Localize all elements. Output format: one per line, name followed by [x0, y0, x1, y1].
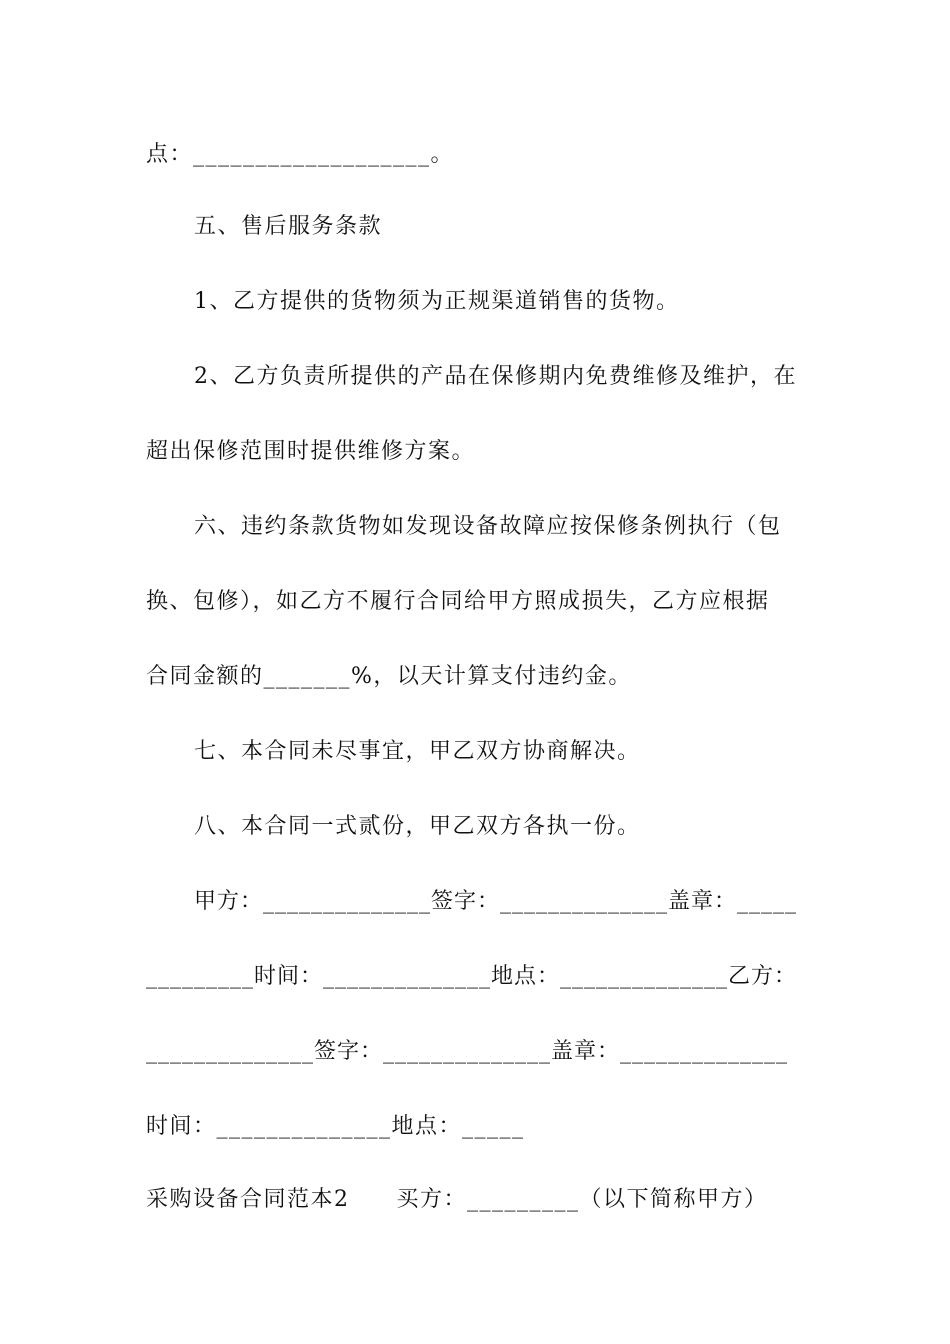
signature-party-b: ______________签字：______________盖章：______________ — [146, 1039, 789, 1064]
clause-5-1: 1、乙方提供的货物须为正规渠道销售的货物。 — [194, 289, 680, 314]
signature-party-b-time-location: 时间：______________地点：_____ — [146, 1114, 525, 1139]
clause-7: 七、本合同未尽事宜，甲乙双方协商解决。 — [194, 739, 641, 764]
clause-6-breach: 六、违约条款货物如发现设备故障应按保修条例执行（包 — [194, 514, 782, 539]
clause-5-2-continued: 超出保修范围时提供维修方案。 — [146, 439, 476, 464]
clause-5-2: 2、乙方负责所提供的产品在保修期内免费维修及维护，在 — [194, 364, 797, 389]
clause-6-continued-1: 换、包修），如乙方不履行合同给甲方照成损失，乙方应根据 — [146, 589, 770, 614]
signature-party-a-continued: _________时间：______________地点：______________乙方： — [146, 964, 798, 989]
text-line-location-blank: 点：___________________。 — [146, 142, 455, 167]
signature-party-a: 甲方：______________签字：______________盖章：_____ — [194, 889, 798, 914]
clause-6-continued-2: 合同金额的_______%，以天计算支付违约金。 — [146, 664, 632, 689]
contract-template-2-buyer: 采购设备合同范本2 买方：_________（以下简称甲方） — [146, 1187, 768, 1212]
heading-after-sales-service: 五、售后服务条款 — [194, 214, 383, 239]
clause-8: 八、本合同一式贰份，甲乙双方各执一份。 — [194, 814, 641, 839]
